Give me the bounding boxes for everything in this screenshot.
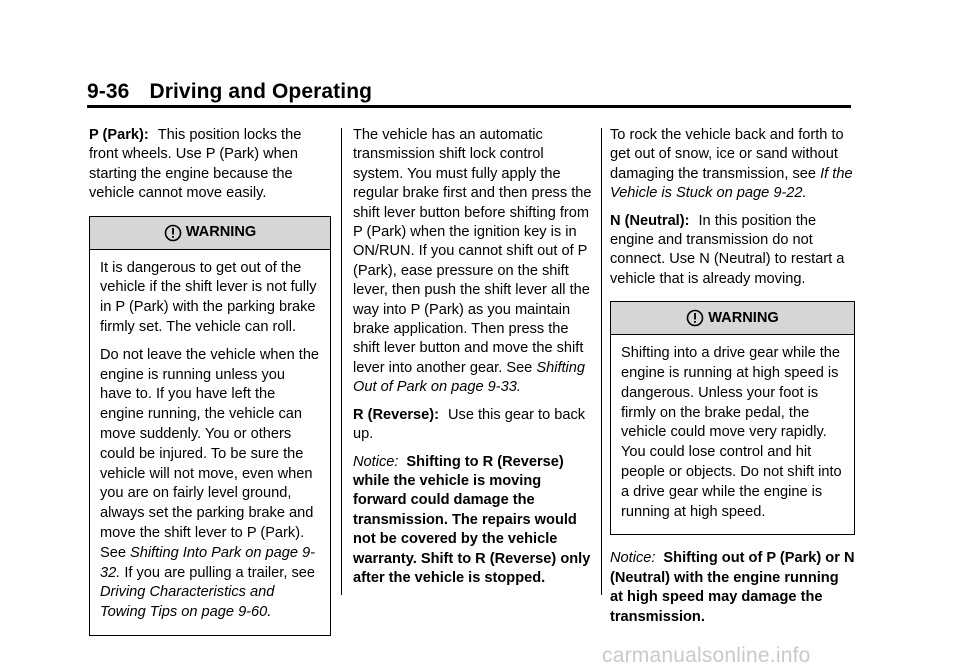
notice-text: Shifting to R (Reverse) while the vehicle is moving forward could damage the transmission. The repairs would not be covered by the vehicle warranty. Shift to R (Reverse) only after the vehicle is stopped. <box>353 453 591 586</box>
column-3 <box>610 126 855 635</box>
notice-text: Shifting out of P (Park) or N (Neutral) with the engine running at high speed may damage the transmission. <box>610 550 855 625</box>
column-2 <box>353 126 593 596</box>
reverse-term: R (Reverse): <box>353 406 439 423</box>
reverse-paragraph <box>353 406 593 445</box>
notice-paragraph <box>610 549 855 627</box>
neutral-term: N (Neutral): <box>610 212 690 229</box>
warning-body <box>611 335 854 534</box>
warning-text: Do not leave the vehicle when the engine is running unless you have to. If you have left the engine running, the vehicle can move suddenly. You or others could be injured. To be sure the vehicle will not move, even when you are on fairly level ground, always set the parking brake and move the shift lever to P (Park). See Shifting Into Park on page 9-32. If you are pulling a trailer, see Driving Characteristics and Towing Tips on page 9-60. <box>100 346 320 621</box>
reverse-text: Use this gear to back up. <box>353 406 586 443</box>
column-divider <box>601 128 602 595</box>
warning-box <box>610 301 855 535</box>
warning-box <box>89 216 331 636</box>
cross-reference-link[interactable]: Shifting Out of Park on page 9-33. <box>353 359 586 396</box>
neutral-paragraph <box>610 212 855 290</box>
rock-paragraph: To rock the vehicle back and forth to get out of snow, ice or sand without damaging the transmission, see If the Vehicle is Stuck on page 9-22. <box>610 127 853 202</box>
cross-reference-link[interactable]: If the Vehicle is Stuck on page 9-22. <box>610 165 853 202</box>
warning-title: WARNING <box>185 223 257 240</box>
section-title: Driving and Operating <box>149 80 373 103</box>
page-number: 9-36 <box>87 80 130 103</box>
warning-title: WARNING <box>708 309 779 326</box>
park-text: This position locks the front wheels. Use P (Park) when starting the engine because the vehicle cannot move easily. <box>89 127 302 202</box>
notice-label: Notice: <box>353 453 399 470</box>
cross-reference-link[interactable]: Shifting Into Park on page 9-32. <box>100 544 316 581</box>
warning-icon <box>164 224 182 242</box>
warning-header <box>611 302 854 335</box>
header-rule <box>87 105 851 108</box>
page-header <box>87 80 372 104</box>
warning-body <box>90 250 330 635</box>
neutral-text: In this position the engine and transmission do not connect. Use N (Neutral) to restart a vehicle that is already moving. <box>610 212 845 287</box>
watermark: carmanualsonline.info <box>602 644 811 667</box>
warning-text: It is dangerous to get out of the vehicle if the shift lever is not fully in P (Park) with the parking brake firmly set. The vehicle can roll. <box>100 259 317 336</box>
column-divider <box>341 128 342 595</box>
notice-paragraph <box>353 453 593 589</box>
warning-icon <box>686 309 704 327</box>
warning-header <box>90 217 330 250</box>
shift-lock-paragraph: The vehicle has an automatic transmission shift lock control system. You must fully apply the regular brake first and then press the shift lever button before shifting from P (Park) when the ignition key is in ON/RUN. If you cannot shift out of P (Park), ease pressure on the shift lever, then push the shift lever all the way into P (Park) as you maintain brake application. Then press the shift lever button and move the shift lever into another gear. See Shifting Out of Park on page 9-33. <box>353 127 592 396</box>
park-term: P (Park): <box>89 127 149 143</box>
cross-reference-link[interactable]: Driving Characteristics and Towing Tips on page 9-60. <box>100 584 275 621</box>
column-1 <box>89 126 331 646</box>
park-paragraph <box>89 126 331 204</box>
warning-text: Shifting into a drive gear while the engine is running at high speed is dangerous. Unless your foot is firmly on the brake pedal, the vehicle could move very rapidly. You could lose control and hit people or objects. Do not shift into a drive gear while the engine is running at high speed. <box>621 345 842 520</box>
notice-label: Notice: <box>610 550 656 567</box>
